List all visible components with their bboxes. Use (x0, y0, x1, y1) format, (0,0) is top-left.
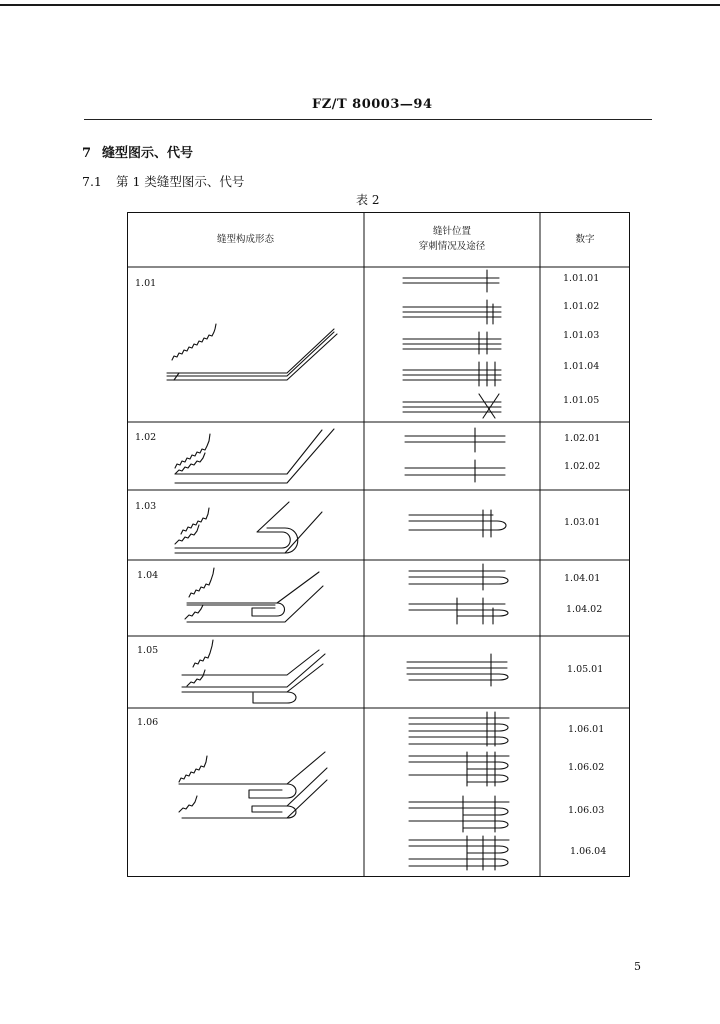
row-label-1-06: 1.06 (137, 717, 159, 728)
stitch-1-06-01 (409, 712, 509, 746)
header-rule (84, 119, 652, 120)
page-number: 5 (634, 960, 641, 973)
seam-diagram-1-01 (167, 324, 337, 380)
table-caption: 表 2 (356, 193, 380, 207)
seam-diagram-drawing (127, 212, 630, 877)
subsection-number: 7.1 (82, 174, 102, 189)
subsection-title: 第 1 类缝型图示、代号 (116, 174, 245, 189)
seam-diagram-1-05 (182, 640, 325, 703)
table-grid (127, 212, 630, 877)
standard-code-header: FZ/T 80003—94 (312, 97, 433, 112)
stitch-1-01-01 (403, 270, 499, 292)
section-number: 7 (82, 146, 92, 161)
code-1-03-01: 1.03.01 (564, 517, 601, 528)
seam-type-table (127, 212, 630, 877)
stitch-1-05-01 (407, 654, 508, 686)
column-header-form: 缝型构成形态 (216, 234, 274, 245)
stitch-1-02-01 (405, 428, 505, 452)
section-title: 缝型图示、代号 (102, 146, 194, 161)
column-header-penetration: 穿刺情况及途径 (418, 241, 486, 252)
stitch-1-01-04 (403, 362, 501, 386)
code-1-01-04: 1.01.04 (563, 361, 600, 372)
top-border-rule (0, 4, 720, 6)
stitch-1-01-05 (403, 394, 501, 418)
stitch-1-03-01 (409, 510, 506, 537)
stitch-1-06-04 (409, 836, 509, 870)
code-1-04-02: 1.04.02 (566, 604, 603, 615)
code-1-06-01: 1.06.01 (568, 724, 605, 735)
code-1-05-01: 1.05.01 (567, 664, 604, 675)
code-1-06-03: 1.06.03 (568, 805, 605, 816)
code-1-02-02: 1.02.02 (564, 461, 601, 472)
seam-diagram-1-04 (185, 568, 323, 622)
code-1-06-04: 1.06.04 (570, 846, 607, 857)
stitch-1-06-03 (409, 796, 509, 832)
subsection-heading (82, 172, 244, 190)
code-1-01-05: 1.01.05 (563, 395, 600, 406)
row-label-1-01: 1.01 (135, 278, 157, 289)
stitch-1-01-02 (403, 300, 501, 324)
code-1-01-01: 1.01.01 (563, 273, 600, 284)
code-1-06-02: 1.06.02 (568, 762, 605, 773)
row-label-1-05: 1.05 (137, 645, 159, 656)
section-heading (82, 142, 193, 161)
code-1-01-03: 1.01.03 (563, 330, 600, 341)
seam-diagram-1-03 (175, 502, 322, 553)
stitch-1-01-03 (403, 332, 501, 354)
stitch-1-04-01 (409, 564, 508, 590)
row-label-1-04: 1.04 (137, 570, 159, 581)
code-1-04-01: 1.04.01 (564, 573, 601, 584)
column-header-code: 数字 (575, 234, 595, 245)
seam-diagram-1-06 (179, 752, 327, 818)
row-label-1-02: 1.02 (135, 432, 157, 443)
code-1-02-01: 1.02.01 (564, 433, 601, 444)
stitch-1-04-02 (409, 598, 508, 624)
stitch-1-02-02 (405, 460, 505, 482)
stitch-1-06-02 (409, 752, 509, 786)
code-1-01-02: 1.01.02 (563, 301, 600, 312)
seam-diagram-1-02 (175, 429, 334, 483)
row-label-1-03: 1.03 (135, 501, 157, 512)
column-header-needle: 缝针位置 (432, 226, 471, 237)
